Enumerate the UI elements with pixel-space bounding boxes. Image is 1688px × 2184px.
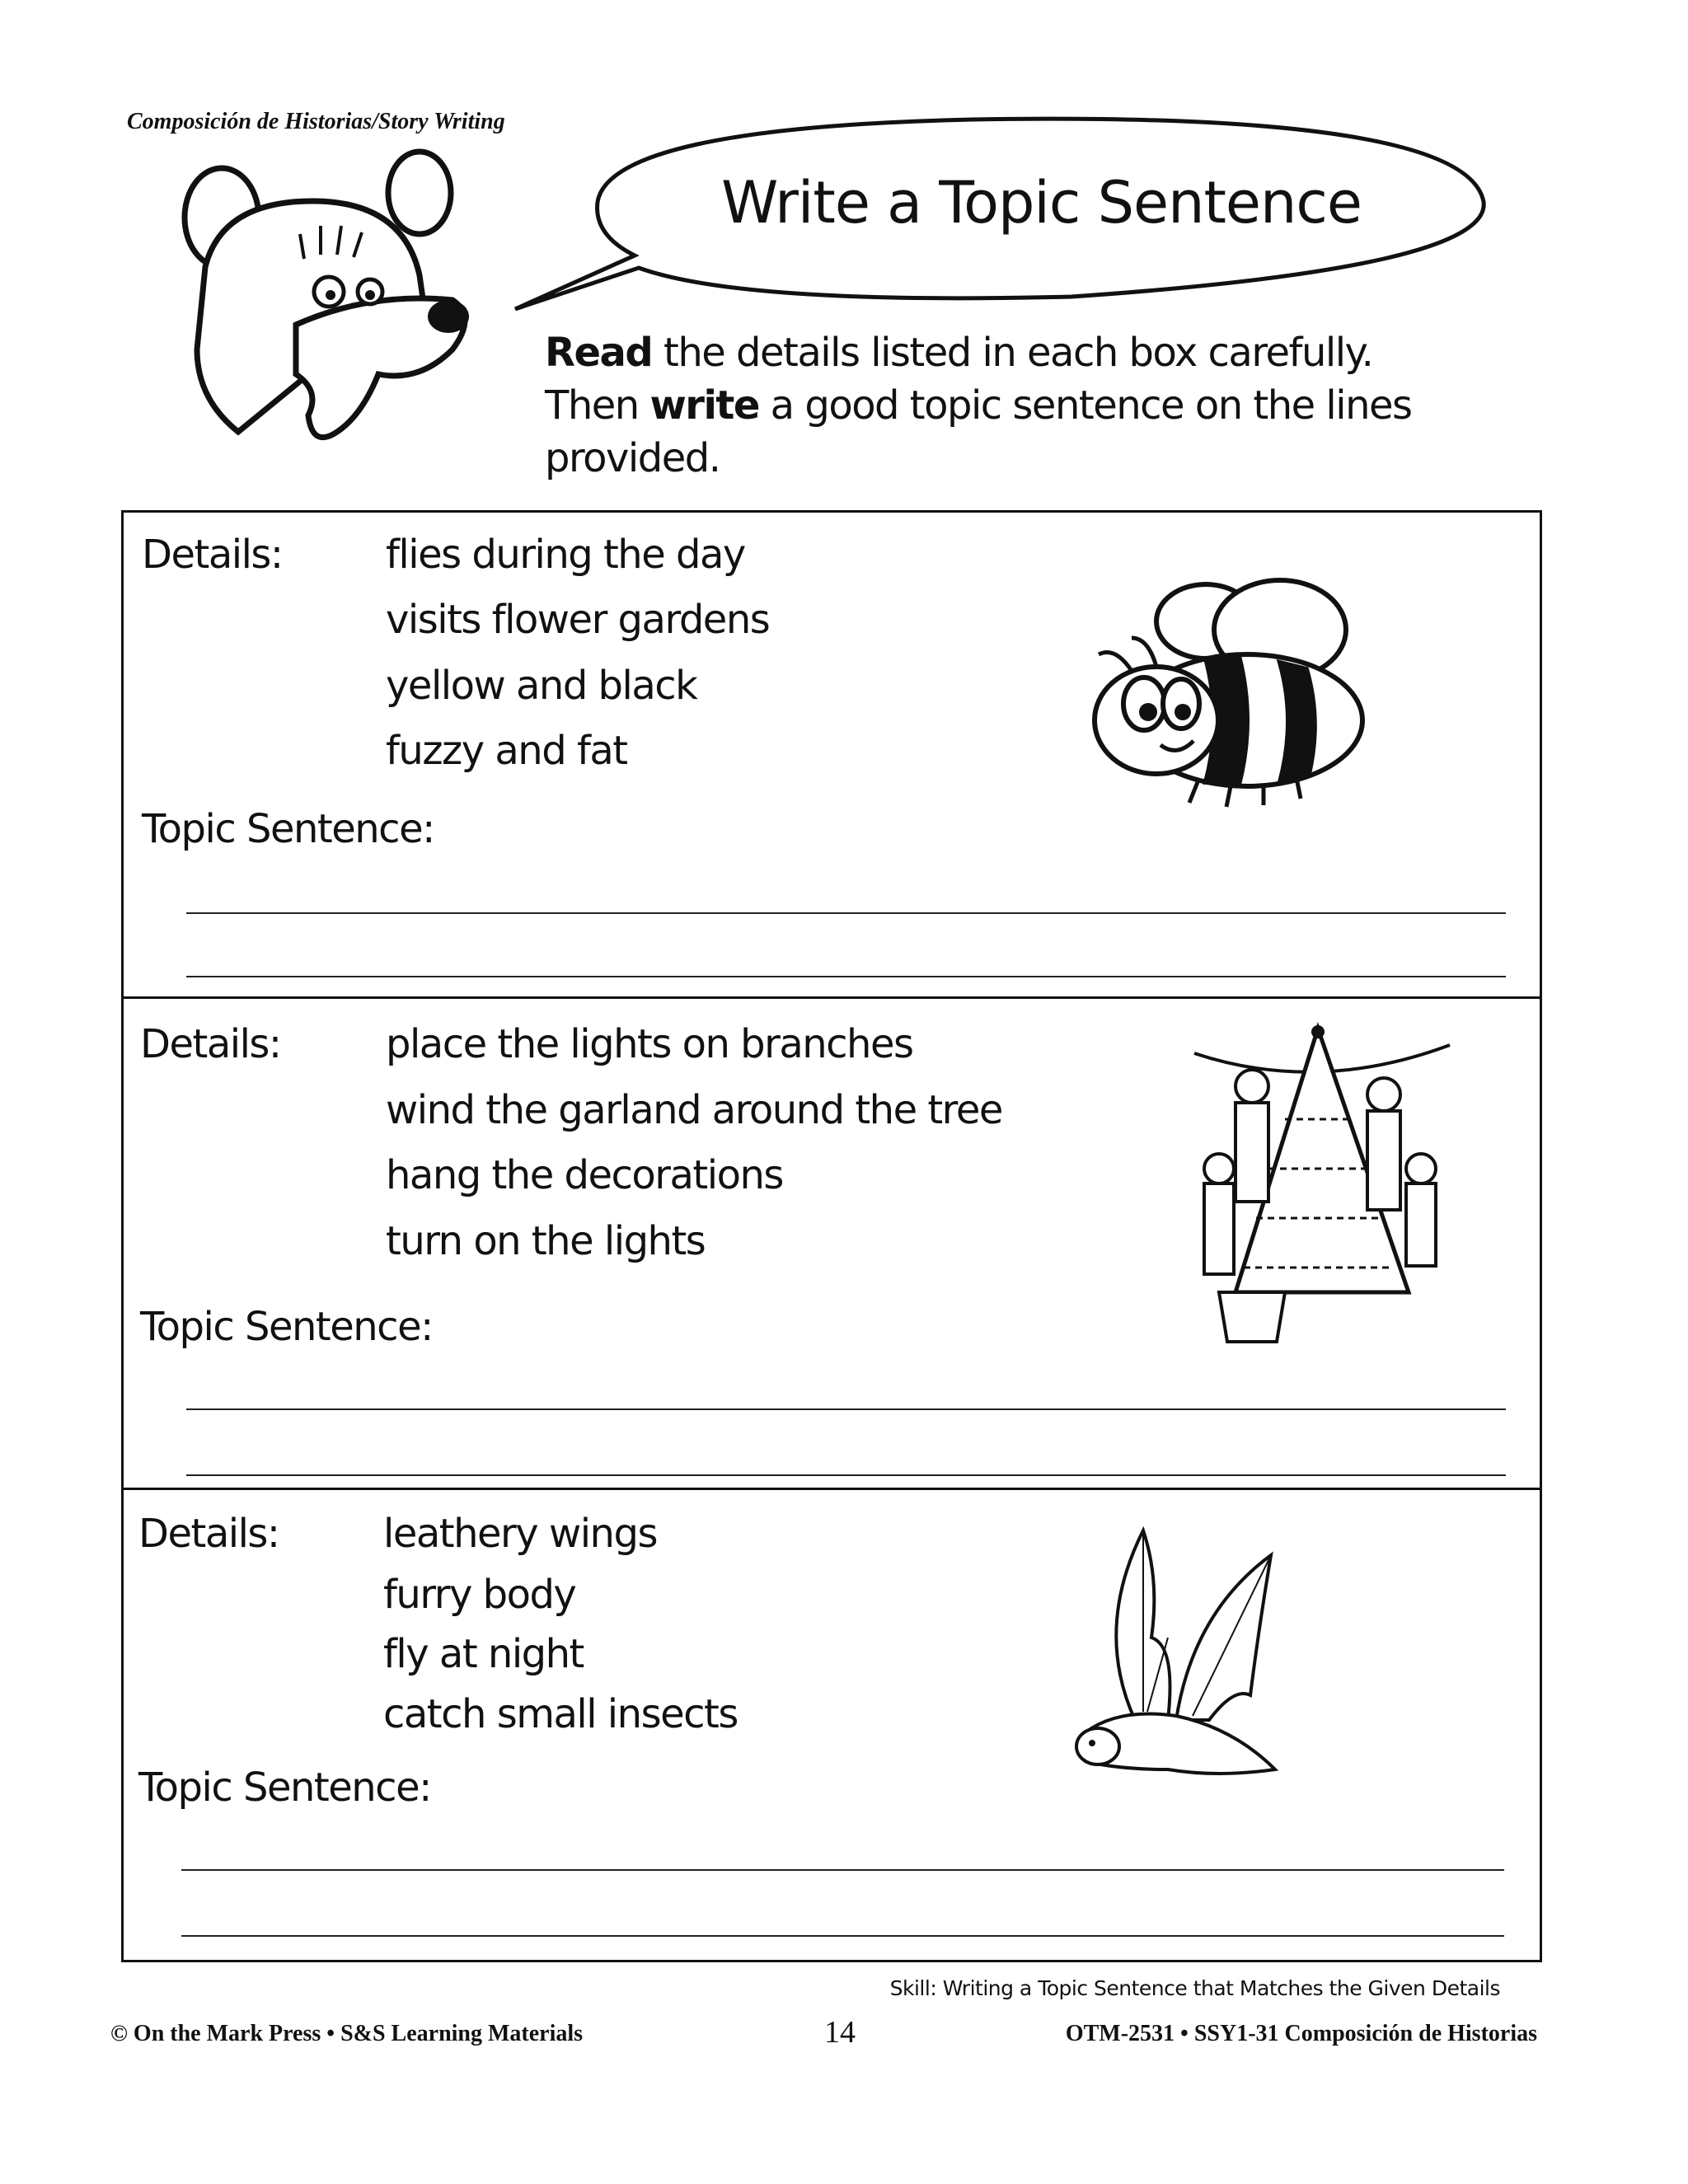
instruction-line-3: provided. (545, 435, 720, 481)
instruction-line-2: Then write a good topic sentence on the lines (545, 382, 1412, 429)
detail-item: furry body (383, 1572, 576, 1618)
skill-note: Skill: Writing a Topic Sentence that Matches the Given Details (889, 1976, 1500, 2000)
details-label: Details: (138, 1511, 279, 1557)
series-title: Composición de Historias/Story Writing (127, 109, 505, 134)
detail-item: fly at night (383, 1631, 584, 1677)
christmas-tree-icon (1186, 1020, 1455, 1346)
detail-item: hang the decorations (386, 1152, 783, 1198)
detail-item: catch small insects (383, 1691, 738, 1737)
writing-line[interactable] (181, 1935, 1504, 1937)
detail-item: turn on the lights (386, 1218, 706, 1264)
writing-line[interactable] (181, 1869, 1504, 1871)
detail-item: leathery wings (383, 1511, 657, 1557)
detail-item: flies during the day (386, 532, 745, 578)
divider (121, 1488, 1540, 1490)
instruction-line-1: Read the details listed in each box carefully. (545, 330, 1373, 376)
copyright: © On the Mark Press • S&S Learning Materials (110, 2021, 584, 2046)
bat-icon (1069, 1530, 1279, 1802)
topic-sentence-label: Topic Sentence: (142, 806, 434, 852)
writing-line[interactable] (186, 976, 1506, 977)
details-label: Details: (140, 1021, 281, 1067)
page-title: Write a Topic Sentence (721, 169, 1362, 237)
bear-icon (172, 152, 477, 457)
product-code: OTM-2531 • SSY1-31 Composición de Historias (1065, 2021, 1537, 2046)
bee-icon (1082, 572, 1379, 815)
topic-sentence-label: Topic Sentence: (140, 1304, 433, 1350)
detail-item: fuzzy and fat (386, 728, 627, 774)
topic-sentence-label: Topic Sentence: (138, 1765, 431, 1811)
page-number: 14 (824, 2015, 856, 2050)
detail-item: wind the garland around the tree (386, 1087, 1002, 1133)
writing-line[interactable] (186, 1408, 1506, 1410)
writing-line[interactable] (186, 1474, 1506, 1476)
divider (121, 996, 1540, 999)
details-label: Details: (142, 532, 283, 578)
detail-item: visits flower gardens (386, 597, 770, 643)
detail-item: yellow and black (386, 663, 697, 709)
writing-line[interactable] (186, 912, 1506, 914)
detail-item: place the lights on branches (386, 1021, 913, 1067)
